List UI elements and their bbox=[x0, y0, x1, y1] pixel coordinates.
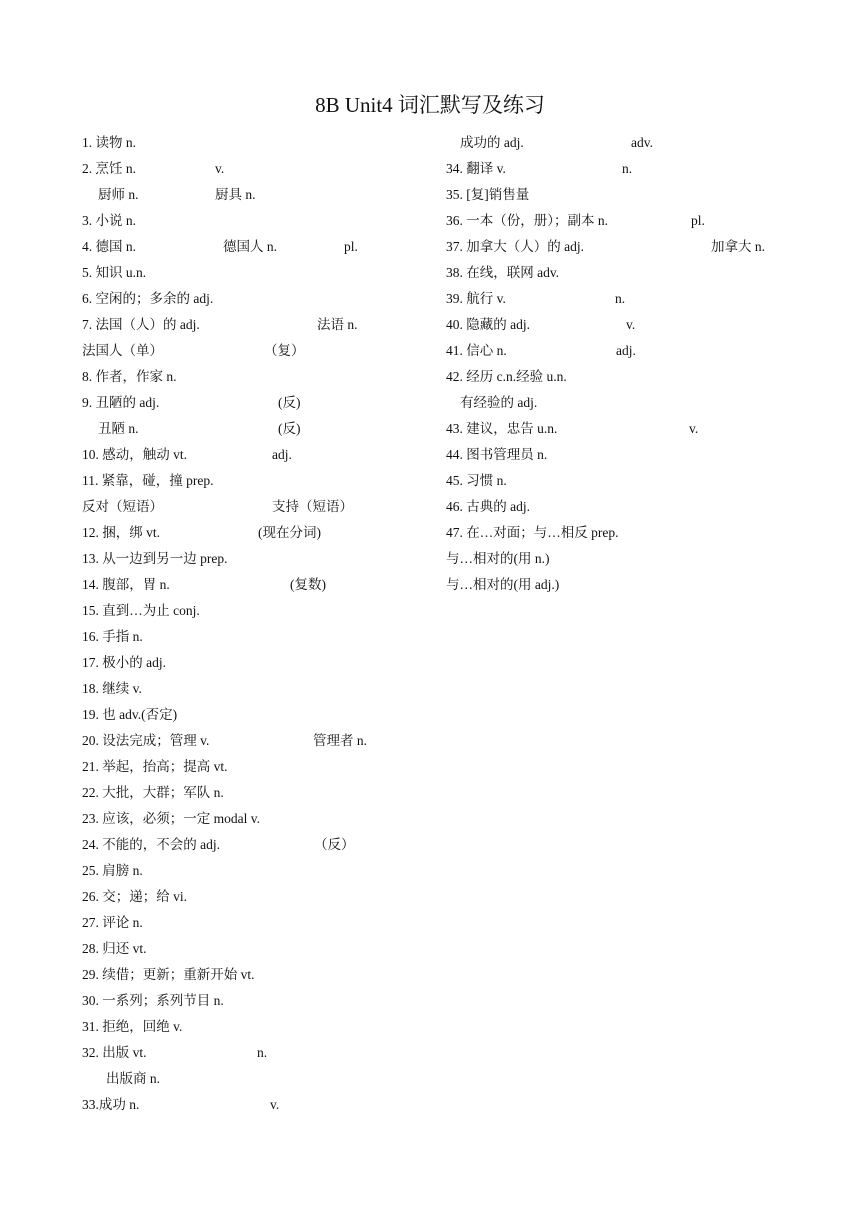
vocab-prompt: 15. 直到…为止 conj. bbox=[82, 603, 200, 618]
vocab-line bbox=[82, 858, 462, 884]
vocab-prompt: 37. 加拿大（人）的 adj. bbox=[446, 239, 584, 254]
vocab-line bbox=[446, 442, 846, 468]
vocab-prompt: 43. 建议，忠告 u.n. bbox=[446, 421, 558, 436]
vocab-prompt: 16. 手指 n. bbox=[82, 629, 143, 644]
vocab-prompt: 32. 出版 vt. bbox=[82, 1045, 147, 1060]
vocab-prompt: 出版商 n. bbox=[106, 1071, 160, 1086]
vocab-line bbox=[446, 312, 846, 338]
vocab-blank-label: v. bbox=[270, 1097, 280, 1112]
vocab-blank-label: pl. bbox=[691, 213, 705, 228]
vocab-line bbox=[82, 546, 462, 572]
vocab-prompt: 30. 一系列；系列节目 n. bbox=[82, 993, 224, 1008]
vocab-prompt: 42. 经历 c.n.经验 u.n. bbox=[446, 369, 567, 384]
vocab-line bbox=[82, 416, 462, 442]
vocab-line bbox=[82, 1014, 462, 1040]
vocab-line bbox=[82, 702, 462, 728]
vocab-prompt: 21. 举起，抬高；提高 vt. bbox=[82, 759, 228, 774]
vocab-prompt: 18. 继续 v. bbox=[82, 681, 142, 696]
vocab-blank-label: pl. bbox=[344, 239, 358, 254]
vocab-blank-label: 支持（短语） bbox=[272, 499, 353, 514]
vocab-line bbox=[82, 494, 462, 520]
vocab-blank-label: adj. bbox=[272, 447, 292, 462]
vocab-blank-label: 德国人 n. bbox=[223, 239, 277, 254]
vocab-blank-label: v. bbox=[689, 421, 699, 436]
vocab-line bbox=[82, 286, 462, 312]
vocab-line bbox=[446, 546, 846, 572]
vocab-line bbox=[446, 130, 846, 156]
vocab-line bbox=[82, 520, 462, 546]
vocab-line bbox=[446, 468, 846, 494]
vocab-blank-label: n. bbox=[622, 161, 633, 176]
vocab-blank-label: (反) bbox=[278, 421, 301, 436]
vocab-line bbox=[82, 728, 462, 754]
vocab-prompt: 25. 肩膀 n. bbox=[82, 863, 143, 878]
vocab-blank-label: (反) bbox=[278, 395, 301, 410]
vocab-prompt: 44. 图书管理员 n. bbox=[446, 447, 548, 462]
right-column bbox=[446, 130, 846, 598]
vocab-prompt: 47. 在…对面；与…相反 prep. bbox=[446, 525, 619, 540]
vocab-prompt: 39. 航行 v. bbox=[446, 291, 506, 306]
vocab-line bbox=[82, 884, 462, 910]
vocab-line bbox=[82, 676, 462, 702]
vocab-line bbox=[82, 468, 462, 494]
vocab-prompt: 26. 交；递；给 vi. bbox=[82, 889, 188, 904]
page-title: 8B Unit4 词汇默写及练习 bbox=[315, 93, 545, 117]
vocab-blank-label: 法语 n. bbox=[317, 317, 358, 332]
vocab-blank-label: （复） bbox=[264, 343, 305, 358]
vocab-line bbox=[446, 520, 846, 546]
vocab-blank-label: v. bbox=[626, 317, 636, 332]
vocab-prompt: 12. 捆，绑 vt. bbox=[82, 525, 161, 540]
vocab-prompt: 成功的 adj. bbox=[460, 135, 524, 150]
vocab-line bbox=[446, 338, 846, 364]
vocab-line bbox=[82, 572, 462, 598]
vocab-line bbox=[82, 988, 462, 1014]
vocab-line bbox=[82, 650, 462, 676]
vocab-prompt: 45. 习惯 n. bbox=[446, 473, 507, 488]
vocab-line bbox=[446, 156, 846, 182]
vocab-prompt: 35. [复]销售量 bbox=[446, 187, 530, 202]
vocab-line bbox=[82, 598, 462, 624]
vocab-line bbox=[446, 234, 846, 260]
vocab-prompt: 24. 不能的，不会的 adj. bbox=[82, 837, 220, 852]
vocab-blank-label: (复数) bbox=[290, 577, 326, 592]
vocab-line bbox=[82, 1040, 462, 1066]
vocab-line bbox=[82, 962, 462, 988]
vocab-prompt: 13. 从一边到另一边 prep. bbox=[82, 551, 228, 566]
vocab-prompt: 7. 法国（人）的 adj. bbox=[82, 317, 200, 332]
vocab-line bbox=[82, 624, 462, 650]
vocab-prompt: 与…相对的(用 n.) bbox=[446, 551, 550, 566]
vocab-prompt: 反对（短语） bbox=[82, 499, 163, 514]
vocab-blank-label: n. bbox=[257, 1045, 268, 1060]
vocab-prompt: 34. 翻译 v. bbox=[446, 161, 506, 176]
vocab-prompt: 厨师 n. bbox=[98, 187, 139, 202]
vocab-line bbox=[82, 754, 462, 780]
vocab-prompt: 40. 隐藏的 adj. bbox=[446, 317, 530, 332]
vocab-line bbox=[82, 156, 462, 182]
vocab-prompt: 10. 感动，触动 vt. bbox=[82, 447, 188, 462]
vocab-line bbox=[446, 416, 846, 442]
vocab-line bbox=[446, 390, 846, 416]
vocab-line bbox=[82, 442, 462, 468]
vocab-prompt: 有经验的 adj. bbox=[460, 395, 538, 410]
vocab-prompt: 29. 续借；更新；重新开始 vt. bbox=[82, 967, 255, 982]
vocab-prompt: 8. 作者，作家 n. bbox=[82, 369, 177, 384]
vocab-line bbox=[82, 234, 462, 260]
vocab-prompt: 1. 读物 n. bbox=[82, 135, 136, 150]
vocab-prompt: 46. 古典的 adj. bbox=[446, 499, 530, 514]
vocab-prompt: 23. 应该，必须；一定 modal v. bbox=[82, 811, 260, 826]
vocab-blank-label: n. bbox=[615, 291, 626, 306]
vocab-blank-label: v. bbox=[215, 161, 225, 176]
vocab-line bbox=[82, 208, 462, 234]
vocab-line bbox=[446, 494, 846, 520]
vocab-line bbox=[446, 572, 846, 598]
left-column bbox=[82, 130, 462, 1118]
vocab-blank-label: 管理者 n. bbox=[313, 733, 367, 748]
vocab-prompt: 22. 大批，大群；军队 n. bbox=[82, 785, 224, 800]
vocab-line bbox=[82, 130, 462, 156]
vocab-line bbox=[82, 364, 462, 390]
vocab-blank-label: 厨具 n. bbox=[215, 187, 256, 202]
vocab-line bbox=[82, 910, 462, 936]
vocab-line bbox=[446, 208, 846, 234]
vocab-line bbox=[446, 260, 846, 286]
vocab-prompt: 14. 腹部，胃 n. bbox=[82, 577, 170, 592]
vocab-prompt: 19. 也 adv.(否定) bbox=[82, 707, 178, 722]
vocab-blank-label: adv. bbox=[631, 135, 653, 150]
vocab-prompt: 11. 紧靠，碰，撞 prep. bbox=[82, 473, 214, 488]
vocab-prompt: 6. 空闲的；多余的 adj. bbox=[82, 291, 214, 306]
vocab-line bbox=[82, 806, 462, 832]
vocab-line bbox=[446, 364, 846, 390]
vocab-prompt: 20. 设法完成；管理 v. bbox=[82, 733, 210, 748]
vocab-prompt: 3. 小说 n. bbox=[82, 213, 136, 228]
vocab-line bbox=[82, 390, 462, 416]
vocab-line bbox=[82, 936, 462, 962]
vocab-line bbox=[82, 338, 462, 364]
vocab-blank-label: (现在分词) bbox=[258, 525, 321, 540]
vocab-line bbox=[82, 832, 462, 858]
vocab-prompt: 27. 评论 n. bbox=[82, 915, 143, 930]
vocab-prompt: 9. 丑陋的 adj. bbox=[82, 395, 160, 410]
vocab-line bbox=[446, 182, 846, 208]
vocab-prompt: 法国人（单） bbox=[82, 343, 163, 358]
vocab-prompt: 丑陋 n. bbox=[98, 421, 139, 436]
vocab-line bbox=[82, 312, 462, 338]
vocab-prompt: 与…相对的(用 adj.) bbox=[446, 577, 560, 592]
vocab-prompt: 41. 信心 n. bbox=[446, 343, 507, 358]
vocab-blank-label: adj. bbox=[616, 343, 636, 358]
vocab-line bbox=[82, 780, 462, 806]
vocab-prompt: 33.成功 n. bbox=[82, 1097, 140, 1112]
vocab-line bbox=[446, 286, 846, 312]
vocab-blank-label: 加拿大 n. bbox=[711, 239, 765, 254]
vocab-line bbox=[82, 182, 462, 208]
vocab-prompt: 2. 烹饪 n. bbox=[82, 161, 136, 176]
vocab-prompt: 17. 极小的 adj. bbox=[82, 655, 166, 670]
vocab-prompt: 4. 德国 n. bbox=[82, 239, 136, 254]
vocab-line bbox=[82, 1092, 462, 1118]
vocab-prompt: 5. 知识 u.n. bbox=[82, 265, 147, 280]
vocab-prompt: 28. 归还 vt. bbox=[82, 941, 147, 956]
vocab-prompt: 38. 在线，联网 adv. bbox=[446, 265, 560, 280]
vocab-prompt: 36. 一本（份，册）；副本 n. bbox=[446, 213, 608, 228]
vocab-line bbox=[82, 260, 462, 286]
vocab-blank-label: （反） bbox=[314, 837, 355, 852]
vocab-line bbox=[82, 1066, 462, 1092]
vocab-prompt: 31. 拒绝，回绝 v. bbox=[82, 1019, 183, 1034]
